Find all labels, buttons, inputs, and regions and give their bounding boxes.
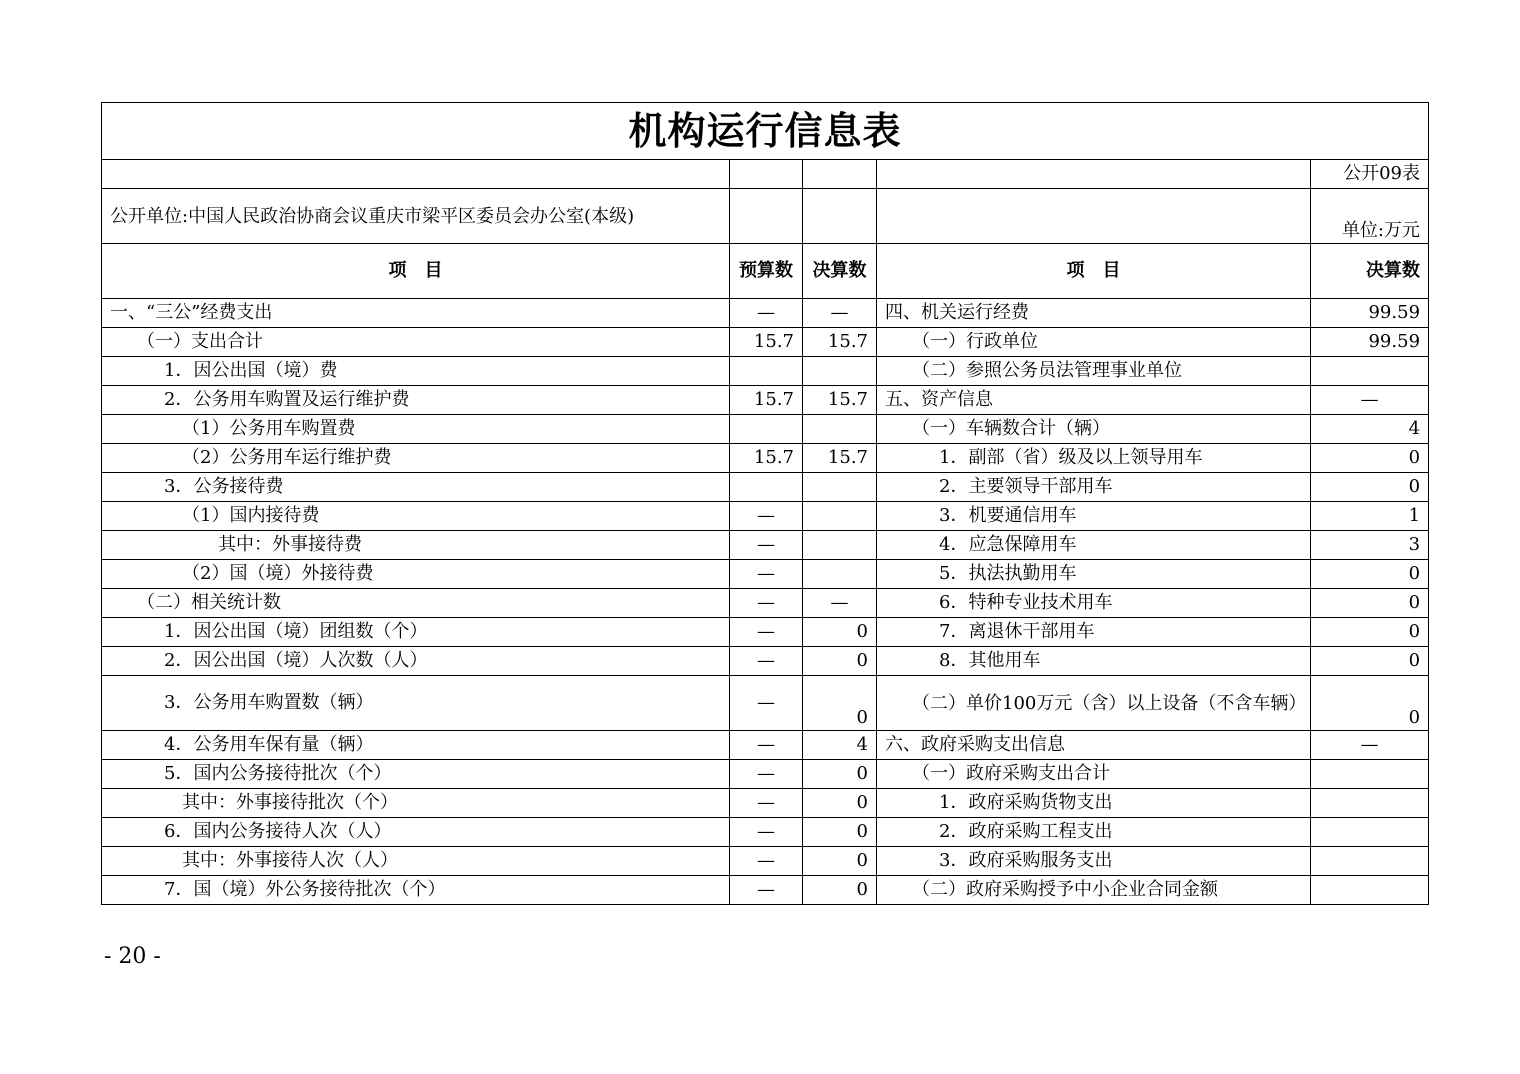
row-budget: —: [730, 502, 803, 531]
row-final-right: 0: [1311, 473, 1429, 502]
row-item-right: 4．应急保障用车: [877, 531, 1311, 560]
table-code: 公开09表: [1311, 160, 1429, 189]
table-row: [102, 818, 1429, 847]
row-item-right: （一）车辆数合计（辆）: [877, 415, 1311, 444]
row-budget: —: [730, 760, 803, 789]
table-row: [102, 731, 1429, 760]
row-budget: 15.7: [730, 444, 803, 473]
row-final-left: —: [803, 299, 877, 328]
row-item-right: 2．主要领导干部用车: [877, 473, 1311, 502]
table-row: [102, 473, 1429, 502]
row-final-right: [1311, 818, 1429, 847]
row-budget: —: [730, 531, 803, 560]
row-item-right: 3．政府采购服务支出: [877, 847, 1311, 876]
row-item-right: 2．政府采购工程支出: [877, 818, 1311, 847]
row-item-left: 3．公务接待费: [102, 473, 730, 502]
row-final-right: 0: [1311, 444, 1429, 473]
row-final-right: —: [1311, 731, 1429, 760]
table-row: [102, 502, 1429, 531]
info-table: [101, 102, 1429, 905]
row-final-left: [803, 473, 877, 502]
row-item-right: （二）参照公务员法管理事业单位: [877, 357, 1311, 386]
row-item-left: （1）国内接待费: [102, 502, 730, 531]
row-item-right: 3．机要通信用车: [877, 502, 1311, 531]
row-final-right: 0: [1311, 676, 1429, 731]
row-item-left: 3．公务用车购置数（辆）: [102, 676, 730, 731]
row-budget: —: [730, 818, 803, 847]
table-row: [102, 789, 1429, 818]
row-item-right: 7．离退休干部用车: [877, 618, 1311, 647]
table-row: [102, 444, 1429, 473]
row-item-left: （一）支出合计: [102, 328, 730, 357]
row-budget: [730, 357, 803, 386]
table-row: [102, 760, 1429, 789]
header-budget: 预算数: [730, 244, 803, 299]
row-item-left: 1．因公出国（境）费: [102, 357, 730, 386]
row-item-right: 5．执法执勤用车: [877, 560, 1311, 589]
row-budget: —: [730, 847, 803, 876]
row-budget: —: [730, 618, 803, 647]
row-final-left: 0: [803, 847, 877, 876]
row-budget: —: [730, 676, 803, 731]
row-final-left: 4: [803, 731, 877, 760]
table-row: [102, 618, 1429, 647]
row-item-right: （二）政府采购授予中小企业合同金额: [877, 876, 1311, 905]
row-final-left: [803, 560, 877, 589]
row-item-left: 其中：外事接待批次（个）: [102, 789, 730, 818]
row-final-left: 15.7: [803, 386, 877, 415]
table-body: [102, 299, 1429, 905]
table-row: [102, 847, 1429, 876]
row-item-left: 2．公务用车购置及运行维护费: [102, 386, 730, 415]
row-final-left: 0: [803, 760, 877, 789]
row-final-left: 0: [803, 876, 877, 905]
row-budget: [730, 473, 803, 502]
table-row: [102, 876, 1429, 905]
table-row: [102, 531, 1429, 560]
row-item-right: 6．特种专业技术用车: [877, 589, 1311, 618]
row-budget: 15.7: [730, 328, 803, 357]
row-final-left: 0: [803, 647, 877, 676]
header-final-left: 决算数: [803, 244, 877, 299]
row-final-right: 4: [1311, 415, 1429, 444]
row-budget: —: [730, 299, 803, 328]
row-budget: —: [730, 647, 803, 676]
row-final-left: 0: [803, 676, 877, 731]
header-final-right: 决算数: [1311, 244, 1429, 299]
row-item-right: 1．政府采购货物支出: [877, 789, 1311, 818]
row-item-left: （2）国（境）外接待费: [102, 560, 730, 589]
table-row: [102, 676, 1429, 731]
row-item-left: （二）相关统计数: [102, 589, 730, 618]
row-final-right: 3: [1311, 531, 1429, 560]
row-item-left: 其中：外事接待费: [102, 531, 730, 560]
row-final-left: 0: [803, 618, 877, 647]
row-item-left: （1）公务用车购置费: [102, 415, 730, 444]
row-item-left: 其中：外事接待人次（人）: [102, 847, 730, 876]
table-row: [102, 357, 1429, 386]
table-row: [102, 647, 1429, 676]
row-final-right: 0: [1311, 618, 1429, 647]
table-title: 机构运行信息表: [102, 103, 1429, 160]
row-budget: 15.7: [730, 386, 803, 415]
row-final-left: 15.7: [803, 328, 877, 357]
row-item-left: 7．国（境）外公务接待批次（个）: [102, 876, 730, 905]
row-final-right: 99.59: [1311, 299, 1429, 328]
row-item-left: 1．因公出国（境）团组数（个）: [102, 618, 730, 647]
row-item-left: （2）公务用车运行维护费: [102, 444, 730, 473]
row-item-right: 五、资产信息: [877, 386, 1311, 415]
header-item-right: 项 目: [877, 244, 1311, 299]
row-final-right: [1311, 789, 1429, 818]
row-final-right: [1311, 760, 1429, 789]
row-item-right: 8．其他用车: [877, 647, 1311, 676]
row-final-right: [1311, 847, 1429, 876]
row-final-right: 0: [1311, 589, 1429, 618]
row-item-right: 六、政府采购支出信息: [877, 731, 1311, 760]
row-final-left: 0: [803, 818, 877, 847]
row-item-right: （一）政府采购支出合计: [877, 760, 1311, 789]
row-final-right: 0: [1311, 647, 1429, 676]
row-budget: —: [730, 560, 803, 589]
row-item-right: （二）单价100万元（含）以上设备（不含车辆）: [877, 676, 1311, 731]
row-item-right: 四、机关运行经费: [877, 299, 1311, 328]
row-item-right: 1．副部（省）级及以上领导用车: [877, 444, 1311, 473]
row-budget: —: [730, 589, 803, 618]
row-item-left: 4．公务用车保有量（辆）: [102, 731, 730, 760]
row-final-right: —: [1311, 386, 1429, 415]
table-row: [102, 560, 1429, 589]
table-row: [102, 386, 1429, 415]
table-row: [102, 328, 1429, 357]
row-budget: [730, 415, 803, 444]
table-row: [102, 299, 1429, 328]
row-final-right: 1: [1311, 502, 1429, 531]
row-budget: —: [730, 731, 803, 760]
row-final-left: 0: [803, 789, 877, 818]
row-final-left: [803, 357, 877, 386]
row-final-right: [1311, 357, 1429, 386]
row-item-left: 一、“三公”经费支出: [102, 299, 730, 328]
row-final-left: [803, 502, 877, 531]
row-final-left: —: [803, 589, 877, 618]
row-final-right: 99.59: [1311, 328, 1429, 357]
row-final-right: 0: [1311, 560, 1429, 589]
header-item-left: 项 目: [102, 244, 730, 299]
row-final-left: 15.7: [803, 444, 877, 473]
row-budget: —: [730, 876, 803, 905]
row-item-right: （一）行政单位: [877, 328, 1311, 357]
row-final-left: [803, 531, 877, 560]
row-final-left: [803, 415, 877, 444]
unit-name: 公开单位:中国人民政治协商会议重庆市梁平区委员会办公室(本级): [102, 189, 730, 244]
unit-label: 单位:万元: [1311, 189, 1429, 244]
row-final-right: [1311, 876, 1429, 905]
table-row: [102, 415, 1429, 444]
row-item-left: 6．国内公务接待人次（人）: [102, 818, 730, 847]
row-item-left: 5．国内公务接待批次（个）: [102, 760, 730, 789]
table-row: [102, 589, 1429, 618]
row-item-left: 2．因公出国（境）人次数（人）: [102, 647, 730, 676]
row-budget: —: [730, 789, 803, 818]
page-number: - 20 -: [104, 944, 161, 969]
